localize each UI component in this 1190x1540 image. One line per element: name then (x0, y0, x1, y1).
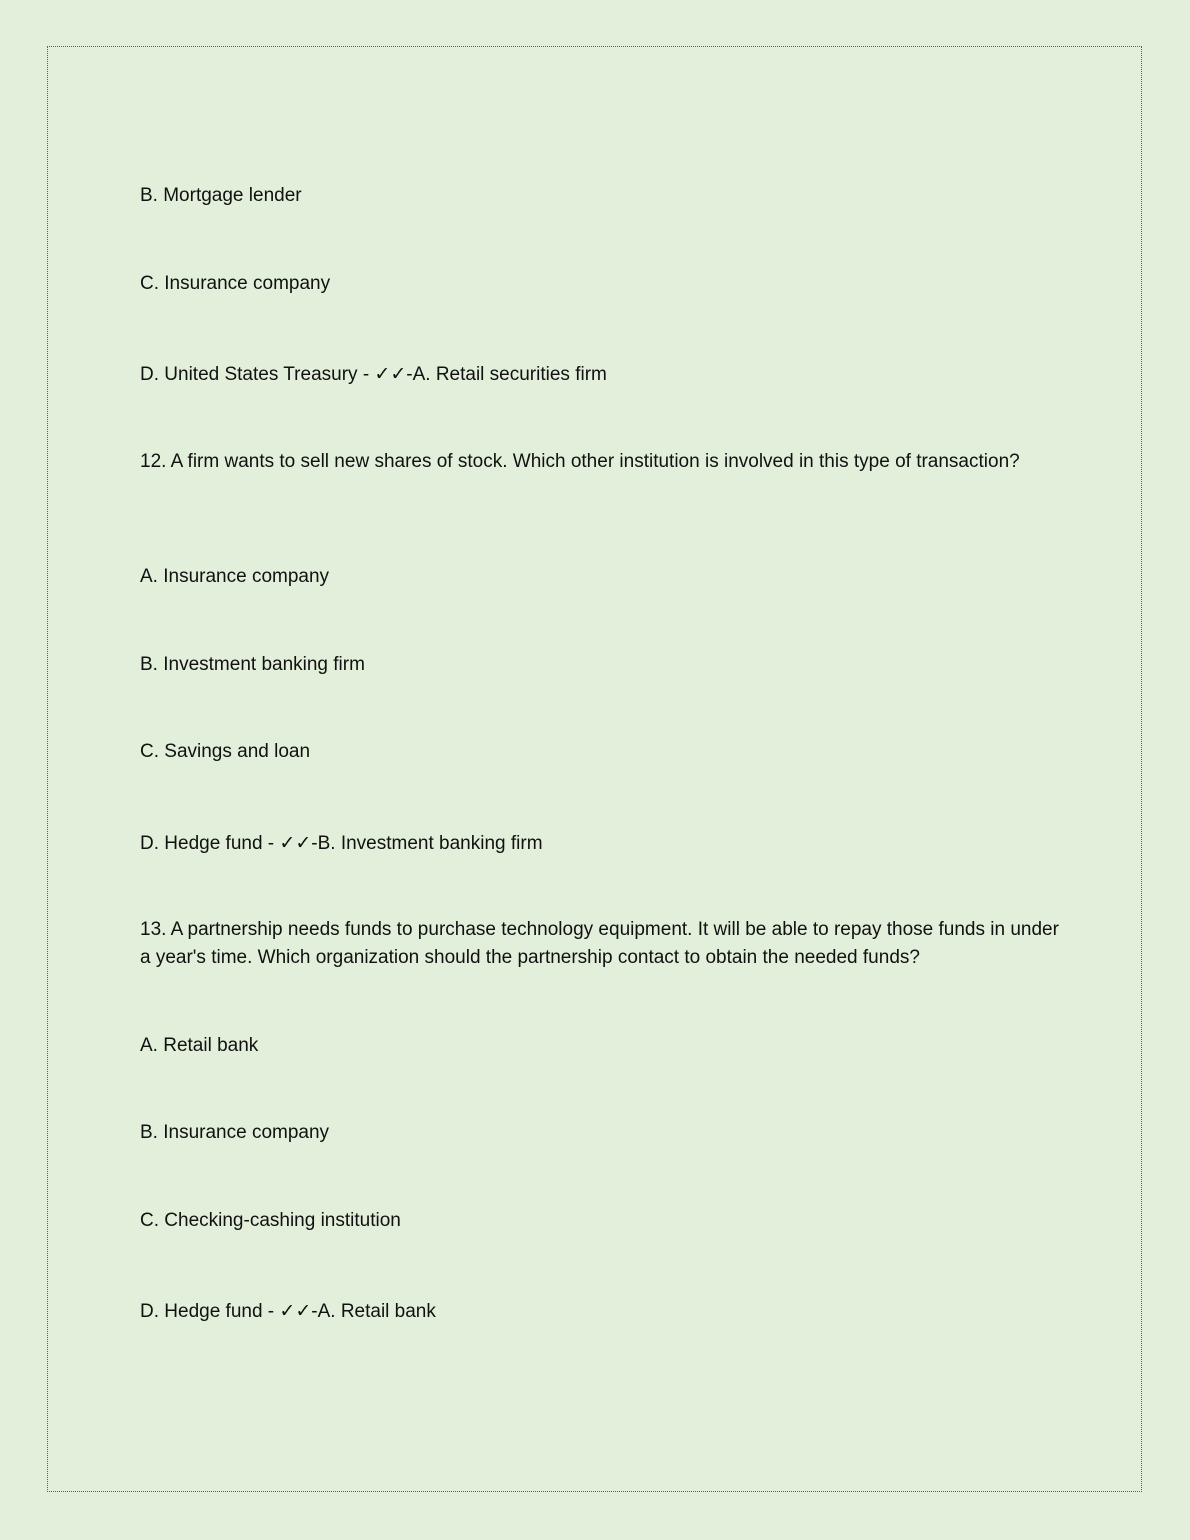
answer-option: A. Insurance company (140, 566, 330, 587)
answer-option: C. Checking-cashing institution (140, 1210, 401, 1231)
answer-key-line (140, 360, 1060, 389)
answer-option-text: D. Hedge fund - (140, 1301, 280, 1322)
answer-option: C. Insurance company (140, 273, 331, 294)
question-text: 12. A firm wants to sell new shares of stock. Which other institution is involved in this type of transaction? (140, 451, 1020, 472)
answer-key-line (140, 829, 1060, 858)
page-border (47, 46, 1142, 1492)
answer-option: B. Investment banking firm (140, 654, 365, 675)
checkmark-icon: ✓✓ (279, 1300, 312, 1322)
answer-option-text: D. United States Treasury - (140, 364, 375, 385)
answer-option: C. Savings and loan (140, 741, 311, 762)
correct-answer-text: -A. Retail bank (311, 1301, 436, 1322)
question-text: 13. A partnership needs funds to purchase technology equipment. It will be able to repay those funds in under a year's time. Which organization should the partnership contact to obtain the needed funds? (140, 919, 1059, 968)
answer-option: A. Retail bank (140, 1035, 259, 1056)
checkmark-icon: ✓✓ (279, 832, 312, 854)
checkmark-icon: ✓✓ (374, 363, 407, 385)
answer-option: B. Mortgage lender (140, 185, 302, 206)
correct-answer-text: -B. Investment banking firm (311, 833, 543, 854)
answer-key-line (140, 1297, 1060, 1326)
answer-option: B. Insurance company (140, 1122, 330, 1143)
correct-answer-text: -A. Retail securities firm (406, 364, 607, 385)
answer-option-text: D. Hedge fund - (140, 833, 280, 854)
